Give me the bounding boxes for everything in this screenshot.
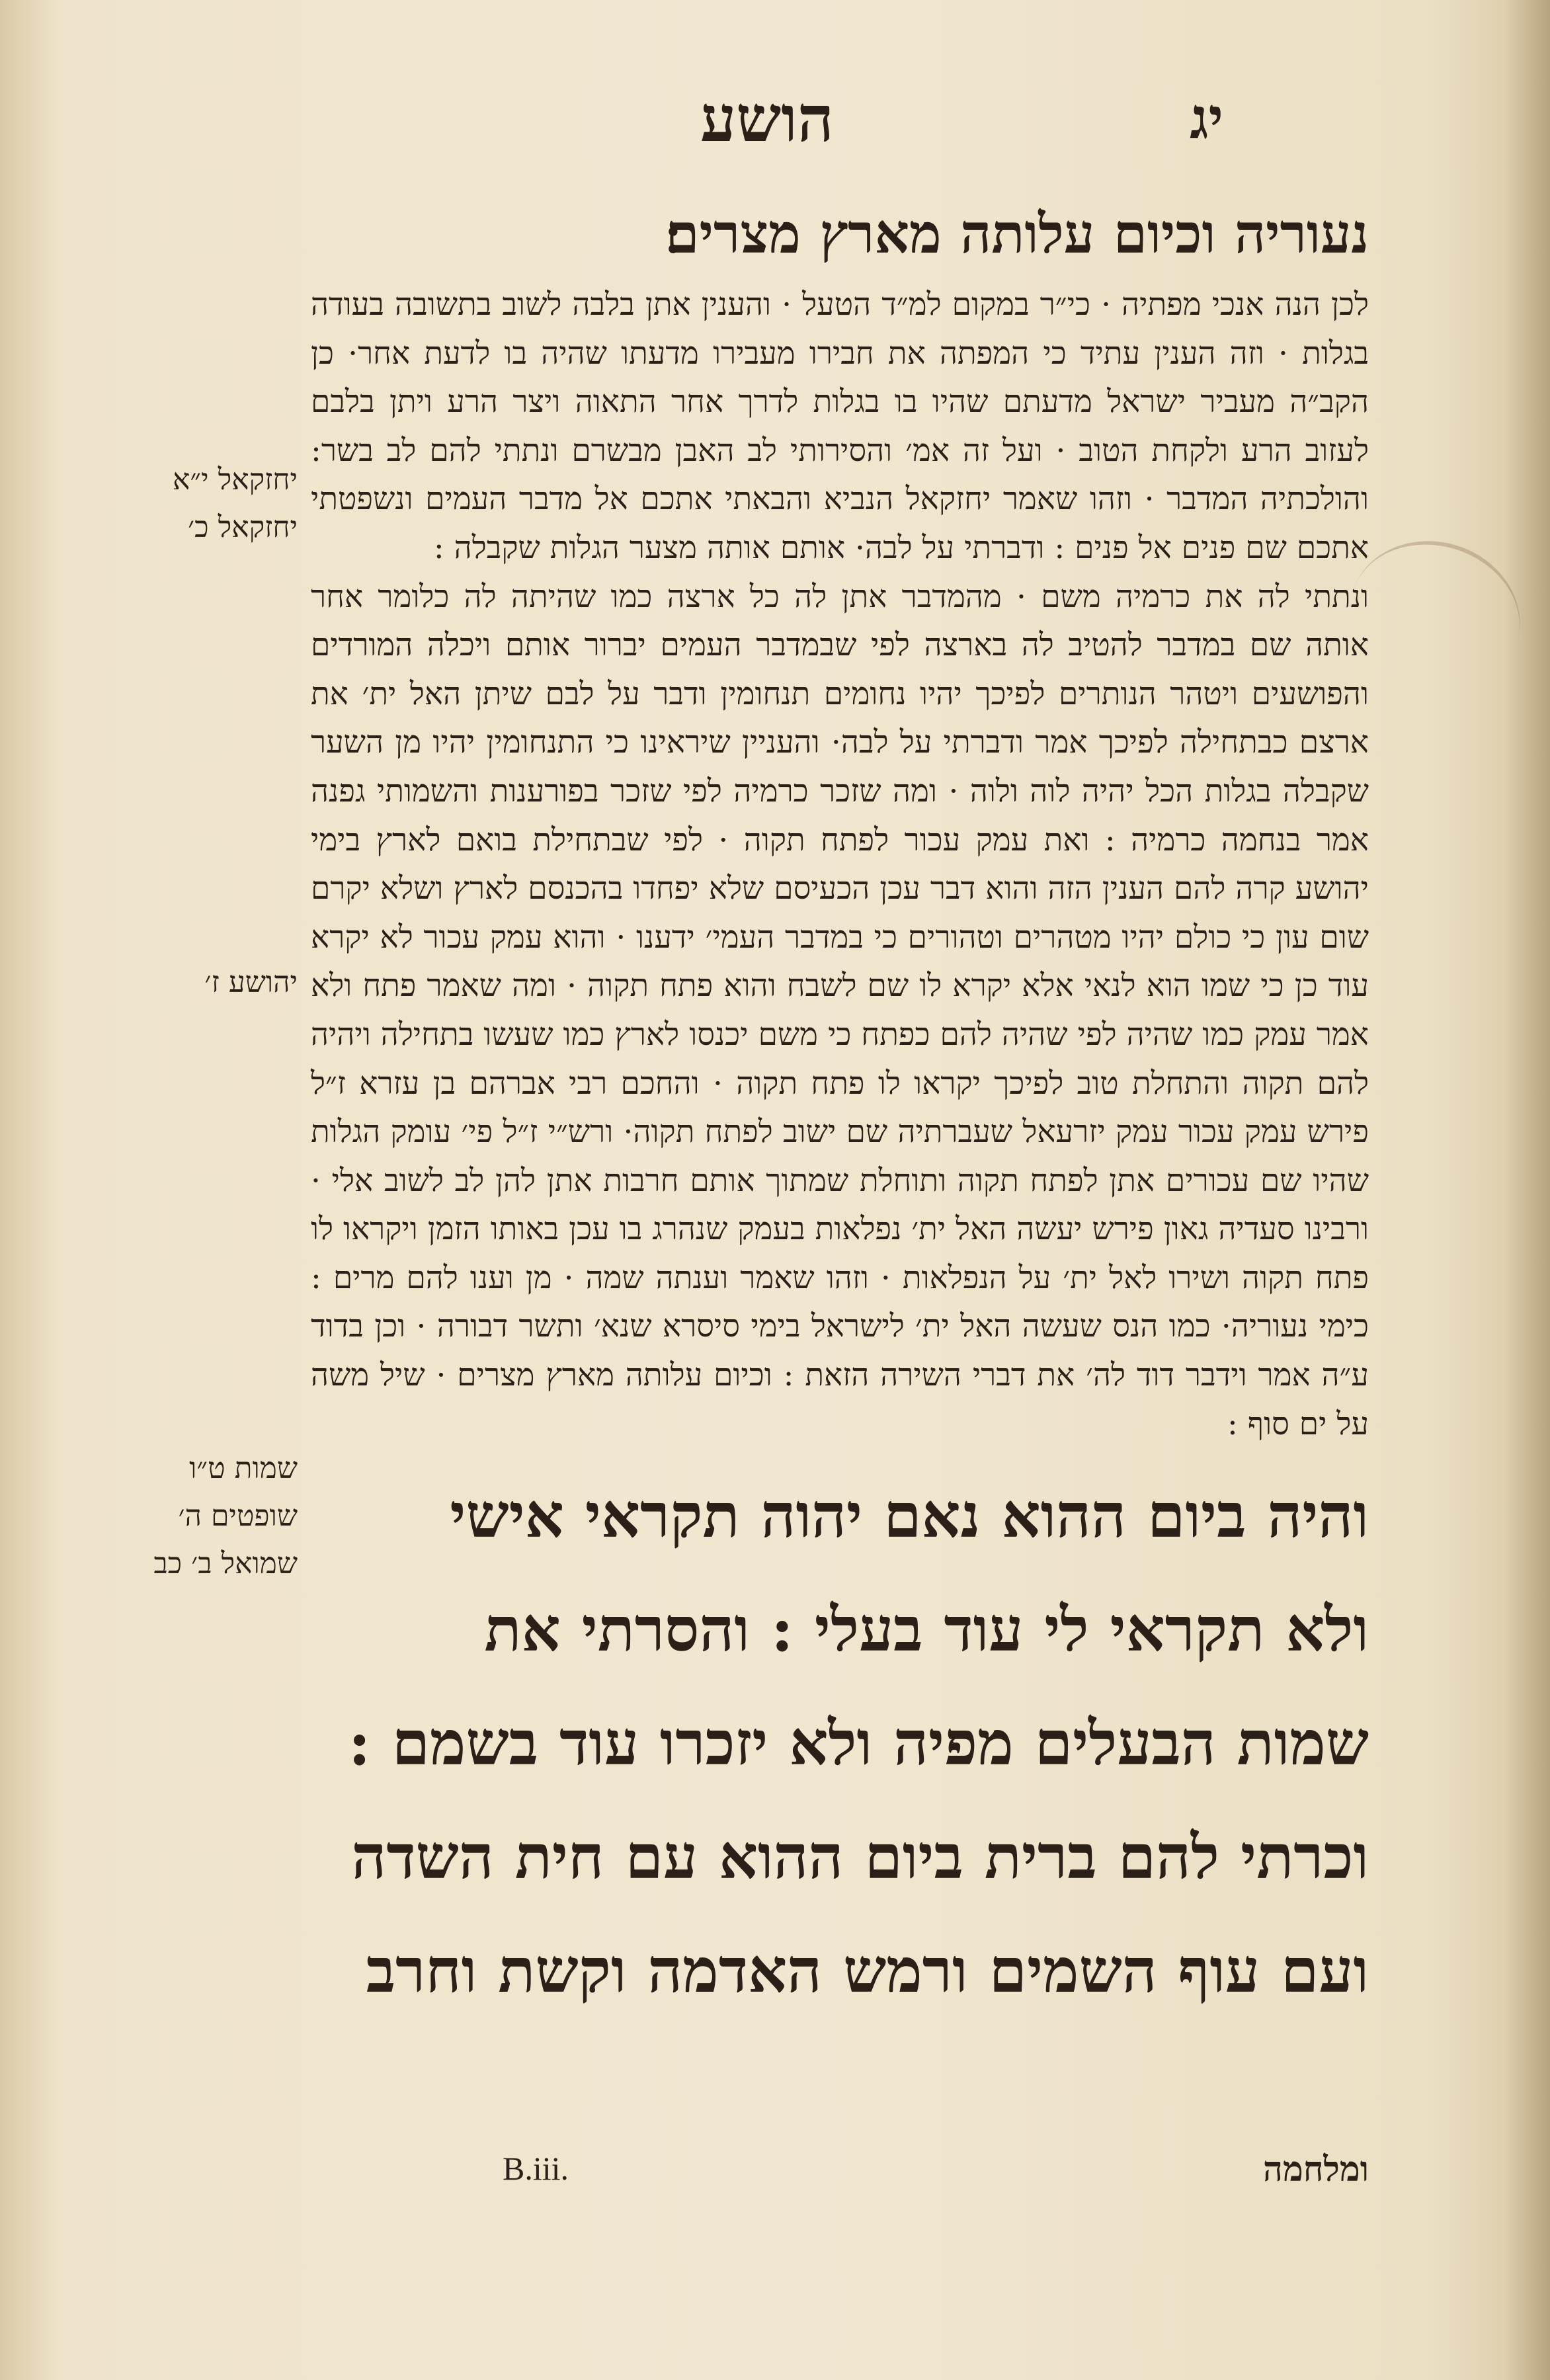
commentary-paragraph-2: ונתתי לה את כרמיה משם · מהמדבר אתן לה כל ארצה כמו שהיתה לה כלומר אחר אותה שם במדבר להטיב לה בארצה לפי שבמדבר העמים יברור אותם ויכלה המורדים והפושעים ויטהר הנותרים לפיכך יהיו נחומים תנחומין ודבר על לבם שיתן האל ית׳ את ארצם כבתחילה לפיכך אמר ודברתי על לבה· והעניין שיראינו כי התנחומין יהיו מן השער שקבלה בגלות הכל יהיה לוה ולוה · ומה שזכר כרמיה לפי שזכר בפורענות והשמותי גפנה אמר בנחמה כרמיה : ואת עמק עכור לפתח תקוה · לפי שבתחילת בואם לארץ בימי יהושע קרה להם הענין הזה והוא דבר עכן הכעיסם שלא יפחדו בהכנסם לארץ ושלא יקרם שום עון כי כולם יהיו מטהרים וטהורים כי במדבר העמי׳ ידענו · והוא עמק עכור לא יקרא עוד כן כי שמו הוא לנאי אלא יקרא לו שם לשבח והוא פתח תקוה · ומה שאמר פתח ולא אמר עמק כמו שהיה לפי שהיה להם כפתח כי משם יכנסו לארץ כמו שעשו בתחילה ויהיה להם תקוה והתחלת טוב לפיכך יקראו לו פתח תקוה · והחכם רבי אברהם בן עזרא ז״ל פירש עמק עכור עמק יזרעאל שעברתיה שם ישוב לפתח תקוה· ורש״י ז״ל פי׳ עומק הגלות שהיו שם עכורים אתן לפתח תקוה ותוחלת שמתוך אותם חרבות אתן להן לב לשוב אלי · ורבינו סעדיה גאון פירש יעשה האל ית׳ נפלאות בעמק שנהרג בו עכן באותו הזמן ויקראו לו פתח תקוה ושירו לאל ית׳ על הנפלאות · וזהו שאמר וענתה שמה · מן וענו להם מרים : כימי נעוריה· כמו הנס שעשה האל ית׳ לישראל בימי סיסרא שנא׳ ותשר דבורה · וכן בדוד ע״ה אמר וידבר דוד לה׳ את דברי השירה הזאת : וכיום עלותה מארץ מצרים · שיל משה על ים סוף : bbox=[311, 578, 1369, 1442]
margin-note-group-2 bbox=[99, 959, 298, 1006]
scripture-line: ועם עוף השמים ורמש האדמה וקשת וחרב bbox=[366, 1935, 1369, 2007]
margin-note: יחזקאל י״א bbox=[172, 463, 298, 497]
margin-note: שופטים ה׳ bbox=[178, 1499, 298, 1533]
main-text-column bbox=[311, 192, 1369, 2037]
scripture-line: והיה ביום ההוא נאם יהוה תקראי אישי bbox=[450, 1480, 1369, 1552]
scripture-line-top: נעוריה וכיום עלותה מארץ מצרים׃ bbox=[665, 202, 1369, 266]
catchword: ומלחמה bbox=[1263, 2149, 1369, 2190]
commentary-block bbox=[311, 280, 1369, 1448]
running-title: הושע bbox=[700, 81, 835, 156]
margin-note-group-1 bbox=[99, 456, 298, 552]
scripture-block bbox=[311, 1459, 1369, 2028]
margin-note: שמואל ב׳ כב bbox=[153, 1547, 298, 1580]
spine-shadow bbox=[1504, 0, 1550, 2380]
commentary-paragraph-1: לכן הנה אנכי מפתיה · כי״ר במקום למ״ד הטעל · והענין אתן בלבה לשוב בתשובה בעודה בגלות · וזה הענין עתיד כי המפתה את חבירו מעבירו מדעתו שהיה בו לדעת אחר· כן הקב״ה מעביר ישראל מדעתם שהיו בו בגלות לדרך אחר התאוה ויצר הרע ויתן בלבם לעזוב הרע ולקחת הטוב · ועל זה אמ׳ והסירותי לב האבן מבשרם ונתתי להם לב בשר: והולכתיה המדבר · וזהו שאמר יחזקאל הנביא והבאתי אתכם אל מדבר העמים ונשפטתי אתכם שם פנים אל פנים : ודברתי על לבה· אותם אותה מצער הגלות שקבלה : bbox=[311, 286, 1369, 566]
margin-note-group-3 bbox=[99, 1445, 298, 1588]
scripture-line: שמות הבעלים מפיה ולא יזכרו עוד בשמם : bbox=[348, 1707, 1369, 1780]
margin-note: שמות ט״ו bbox=[189, 1452, 298, 1485]
signature-mark: B.iii. bbox=[503, 2150, 569, 2187]
margin-note: יחזקאל כ׳ bbox=[187, 511, 298, 544]
scripture-line: ולא תקראי לי עוד בעלי : והסרתי את bbox=[484, 1594, 1369, 1666]
folio-number: יג bbox=[1190, 85, 1223, 152]
page-footer bbox=[311, 2149, 1369, 2202]
scripture-line: וכרתי להם ברית ביום ההוא עם חית השדה bbox=[351, 1821, 1369, 1893]
page-header bbox=[311, 79, 1223, 159]
margin-note: יהושע ז׳ bbox=[204, 965, 298, 999]
